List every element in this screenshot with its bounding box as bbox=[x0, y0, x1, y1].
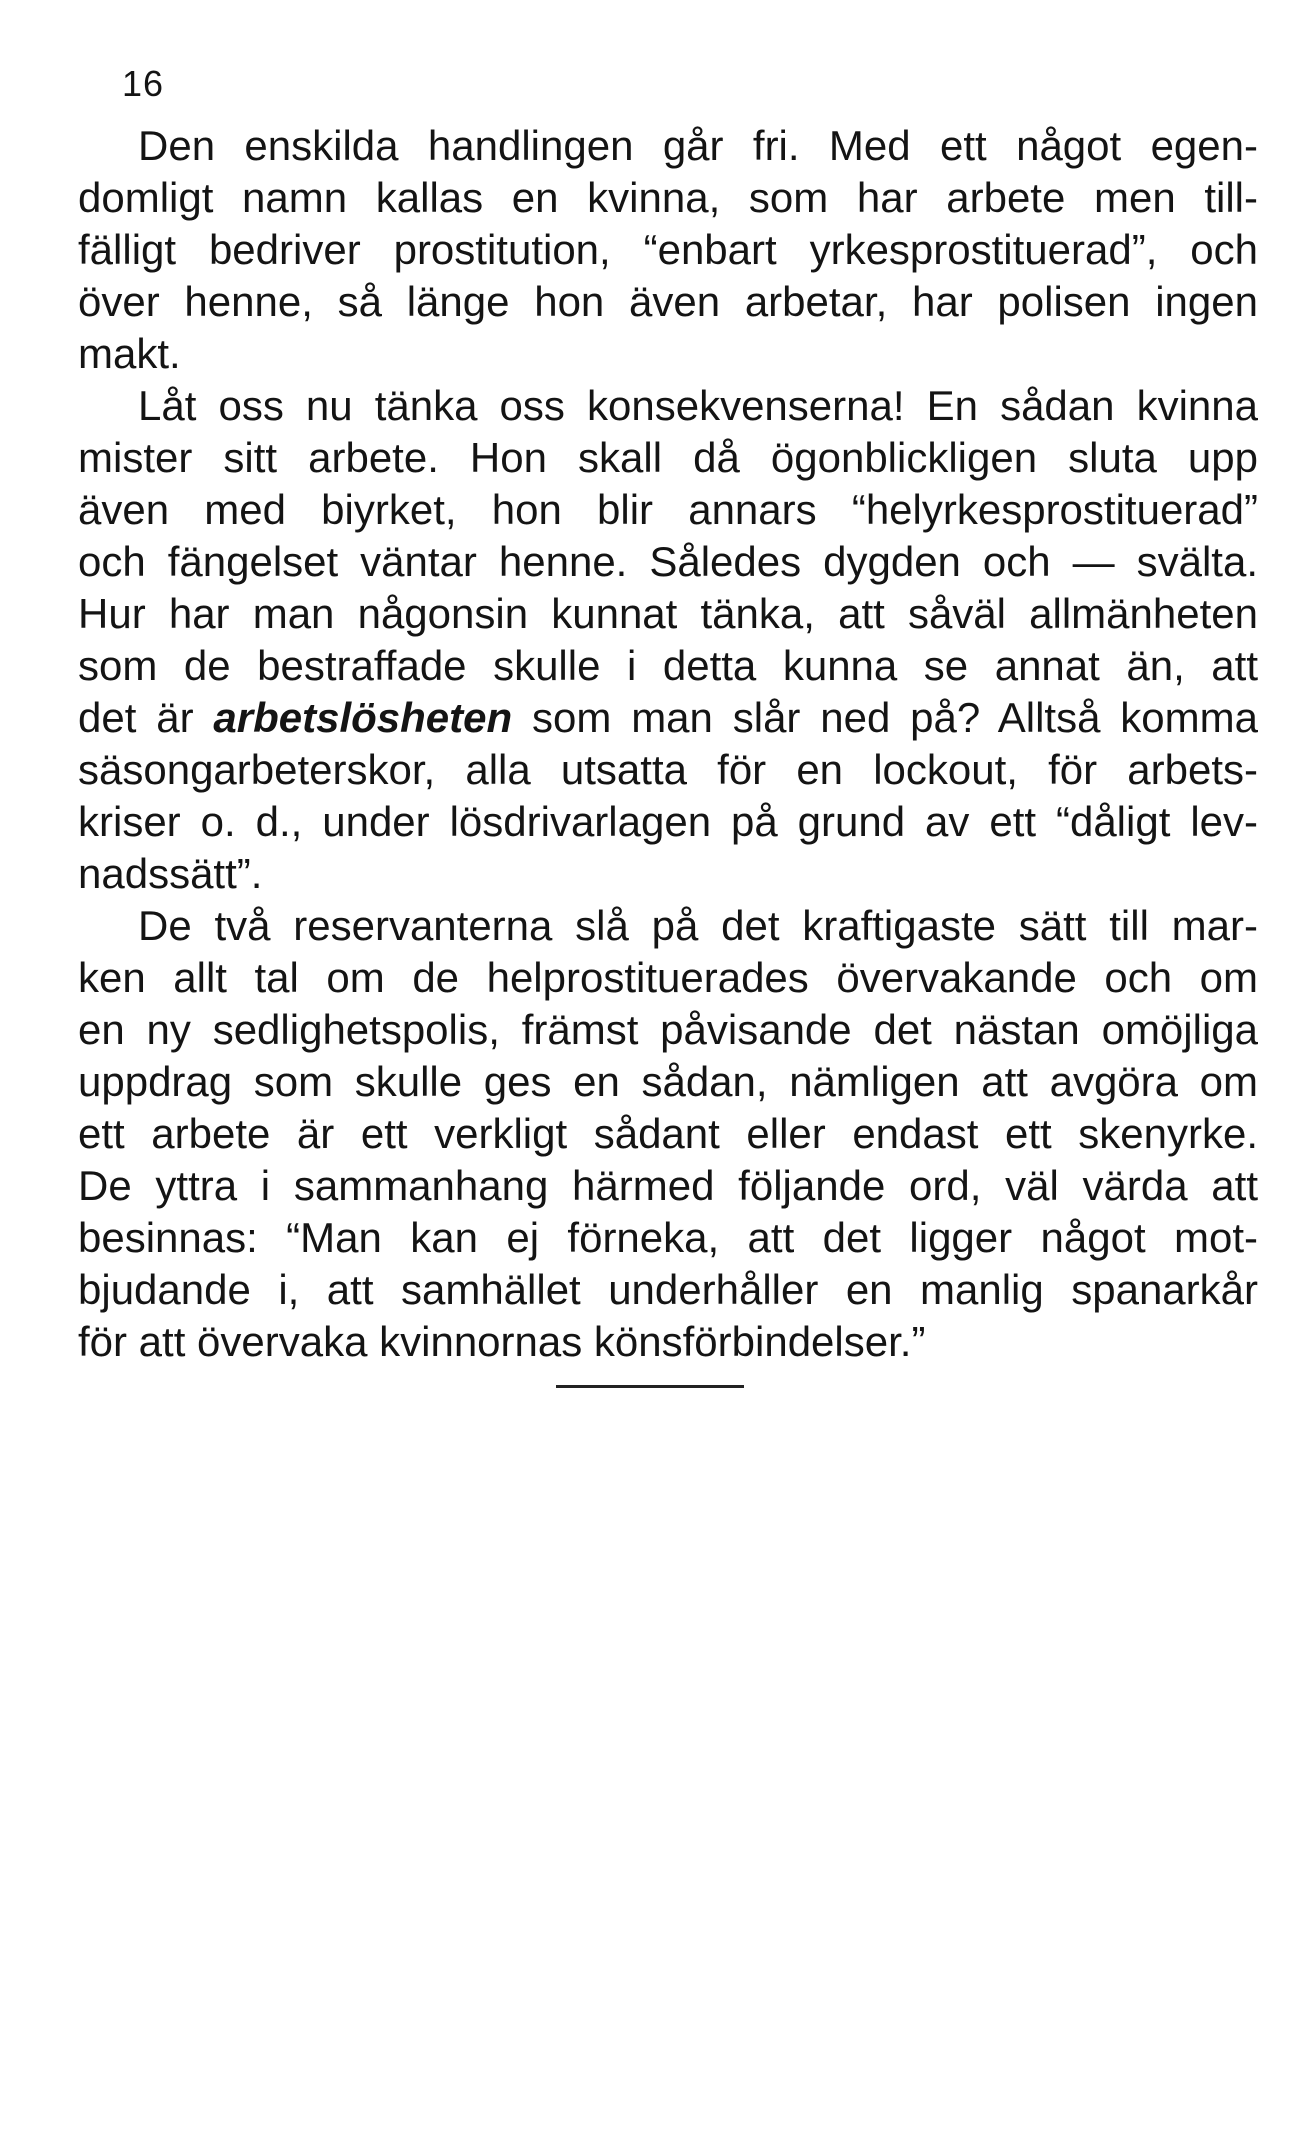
text-line: ken allt tal om de helprostituerades övervakande och om bbox=[78, 954, 1258, 1001]
text-line: De två reservanterna slå på det kraftigaste sätt till mar- bbox=[138, 902, 1258, 949]
text-line: ett arbete är ett verkligt sådant eller endast ett skenyrke. bbox=[78, 1110, 1258, 1157]
text-line: mister sitt arbete. Hon skall då ögonblickligen sluta upp bbox=[78, 434, 1258, 481]
text-line: Den enskilda handlingen går fri. Med ett något egen- bbox=[138, 122, 1258, 169]
text-line: säsongarbeterskor, alla utsatta för en lockout, för arbets- bbox=[78, 746, 1258, 793]
text-line: fälligt bedriver prostitution, “enbart yrkesprostituerad”, och bbox=[78, 226, 1258, 273]
text-line: för att övervaka kvinnornas könsförbindelser.” bbox=[78, 1318, 926, 1365]
text-line: och fängelset väntar henne. Således dygden och — svälta. bbox=[78, 538, 1258, 585]
text-line: Hur har man någonsin kunnat tänka, att såväl allmänheten bbox=[78, 590, 1258, 637]
text-line bbox=[78, 692, 1258, 744]
text-line: en ny sedlighetspolis, främst påvisande det nästan omöjliga bbox=[78, 1006, 1258, 1053]
text-line: uppdrag som skulle ges en sådan, nämligen att avgöra om bbox=[78, 1058, 1258, 1105]
text-line: som de bestraffade skulle i detta kunna se annat än, att bbox=[78, 642, 1258, 689]
paragraph-1 bbox=[78, 120, 1258, 380]
text-line: kriser o. d., under lösdrivarlagen på grund av ett “dåligt lev- bbox=[78, 798, 1258, 845]
text-line: De yttra i sammanhang härmed följande ord, väl värda att bbox=[78, 1162, 1258, 1209]
paragraph-3 bbox=[78, 900, 1258, 1368]
section-divider bbox=[556, 1385, 744, 1388]
text-line: nadssätt”. bbox=[78, 850, 263, 897]
text-line: även med biyrket, hon blir annars “helyrkesprostituerad” bbox=[78, 486, 1258, 533]
page-number: 16 bbox=[122, 63, 165, 104]
emphasized-word: arbetslösheten bbox=[213, 694, 513, 741]
text-line: domligt namn kallas en kvinna, som har arbete men till- bbox=[78, 174, 1258, 221]
body-text bbox=[78, 120, 1258, 1368]
text-line: bjudande i, att samhället underhåller en manlig spanarkår bbox=[78, 1266, 1258, 1313]
text-line: Låt oss nu tänka oss konsekvenserna! En sådan kvinna bbox=[138, 382, 1258, 429]
text-segment: det är bbox=[78, 694, 214, 741]
text-line: över henne, så länge hon även arbetar, har polisen ingen bbox=[78, 278, 1258, 325]
paragraph-2 bbox=[78, 380, 1258, 900]
text-segment: som man slår ned på? Alltså komma bbox=[512, 694, 1258, 741]
text-line: besinnas: “Man kan ej förneka, att det ligger något mot- bbox=[78, 1214, 1258, 1261]
text-line: makt. bbox=[78, 330, 181, 377]
